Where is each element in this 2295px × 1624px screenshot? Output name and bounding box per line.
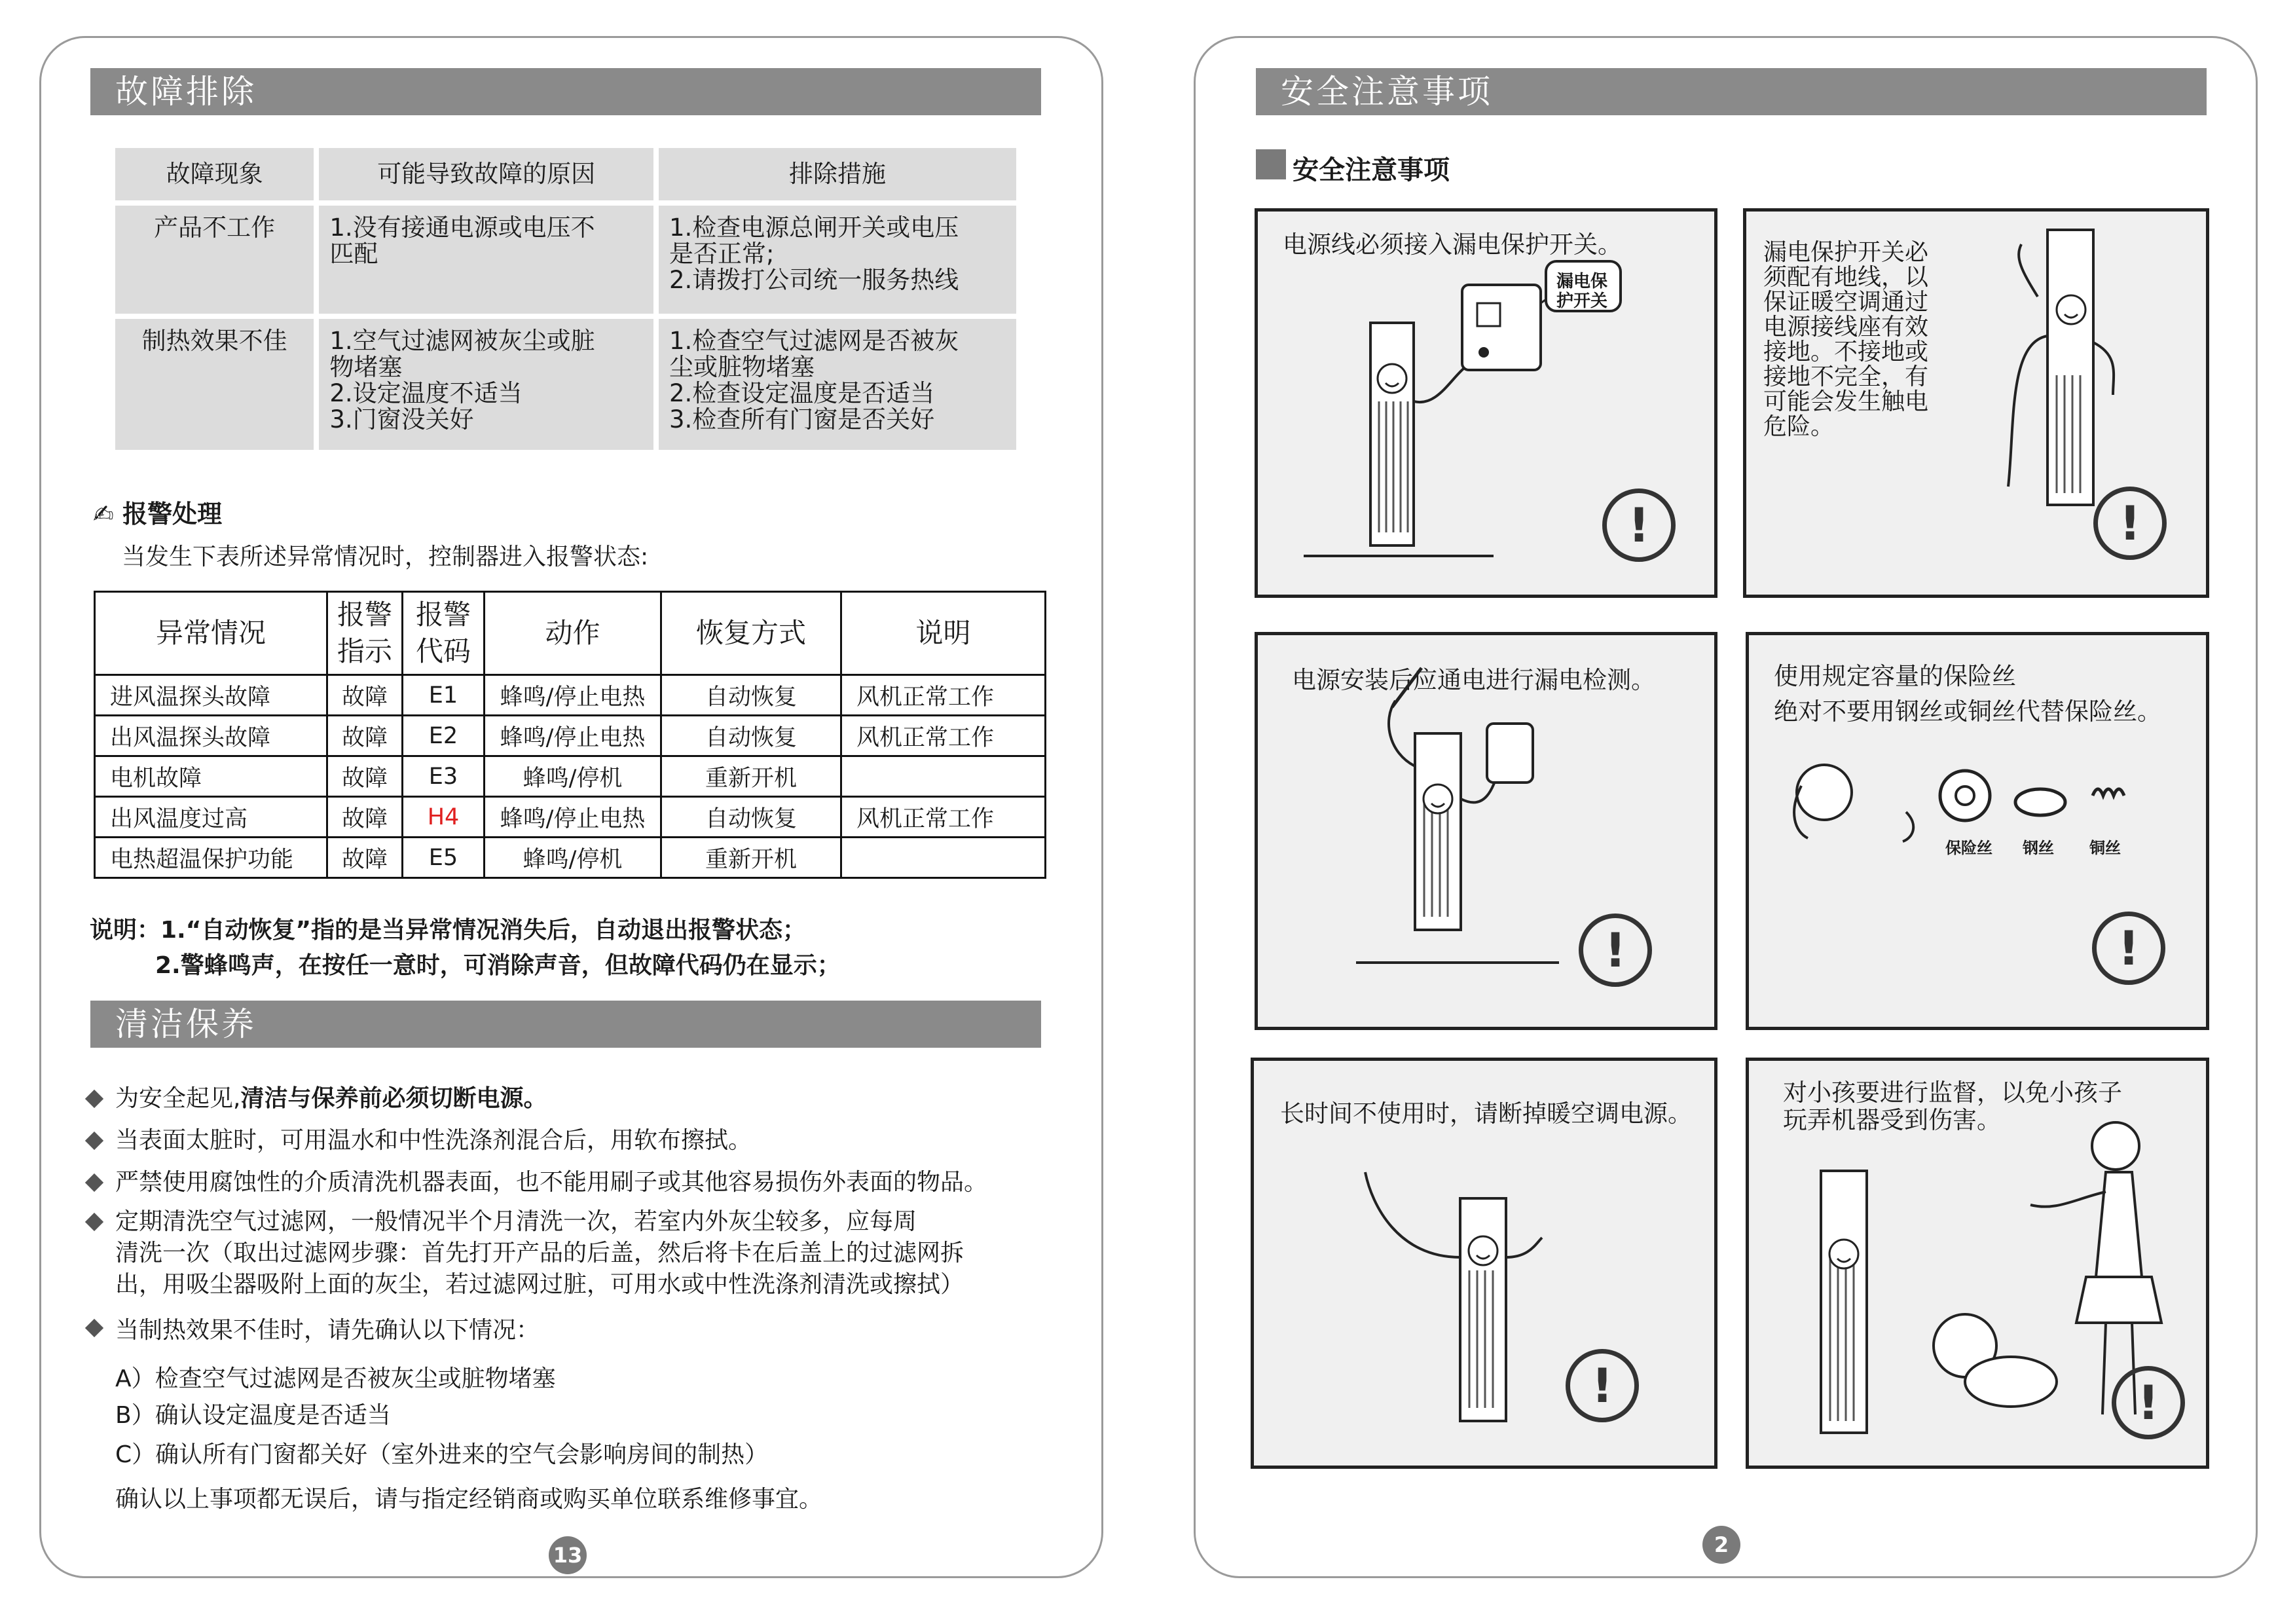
alarm-header-action: 动作 [485, 592, 661, 675]
panel-2-text: 漏电保护开关必 须配有地线，以 保证暖空调通过 电源接线座有效 接地。不接地或 接地不完全，有 可能会发生触电 危险。 [1763, 239, 1929, 440]
fault-symptom-2: 制热效果不佳 [115, 319, 314, 450]
panel-5-text: 长时间不使用时，请断掉暖空调电源。 [1280, 1099, 1692, 1128]
fault-table [110, 143, 1021, 455]
alarm-header-recovery: 恢复方式 [661, 592, 841, 675]
safety-title: 安全注意事项 [1256, 68, 2207, 115]
panel-leakage-test [1255, 632, 1717, 1030]
panel-6-text: 对小孩要进行监督，以免小孩子 玩弄机器受到伤害。 [1783, 1079, 2122, 1134]
alarm-header-indicator: 报警 指示 [327, 592, 403, 675]
fault-fix-2: 1.检查空气过滤网是否被灰 尘或脏物堵塞 2.检查设定温度是否适当 3.检查所有门窗是否关好 [659, 319, 1016, 450]
warning-icon: ! [1566, 1349, 1639, 1422]
heater-test-illustration [1258, 635, 1716, 1028]
cleaning-title: 清洁保养 [90, 1001, 1041, 1048]
fault-symptom-1: 产品不工作 [115, 206, 314, 314]
alarm-intro: 当发生下表所述异常情况时，控制器进入报警状态: [122, 544, 649, 570]
panel-3-text: 电源安装后应通电进行漏电检测。 [1292, 666, 1655, 694]
fault-fix-1: 1.检查电源总闸开关或电压 是否正常; 2.请拨打公司统一服务热线 [659, 206, 1016, 314]
code-h4: H4 [403, 797, 485, 838]
panel-grounding [1743, 208, 2209, 598]
steel-wire-label: 钢丝 [2023, 839, 2054, 857]
alarm-header-condition: 异常情况 [95, 592, 327, 675]
panel-1-text: 电源线必须接入漏电保护开关。 [1283, 231, 1622, 259]
panel-unplug [1251, 1058, 1717, 1469]
fault-header-fix: 排除措施 [659, 148, 1016, 200]
care-final: 确认以上事项都无误后，请与指定经销商或购买单位联系维修事宜。 [115, 1486, 823, 1513]
warning-icon: ! [2092, 912, 2165, 985]
table-row: 出风温探头故障 故障 E2 蜂鸣/停止电热 自动恢复 风机正常工作 [95, 716, 1046, 756]
table-row: 电热超温保护功能 故障 E5 蜂鸣/停机 重新开机 [95, 838, 1046, 878]
care-check-b: B）确认设定温度是否适当 [115, 1402, 391, 1429]
fault-header-symptom: 故障现象 [115, 148, 314, 200]
alarm-table [94, 591, 1046, 879]
warning-icon: ! [1579, 913, 1652, 987]
fault-cause-1: 1.没有接通电源或电压不 匹配 [319, 206, 653, 314]
care-bullet-1: 为安全起见,清洁与保养前必须切断电源。 [115, 1085, 547, 1112]
page-number-right: 2 [1702, 1526, 1740, 1564]
care-bullet-2: 当表面太脏时，可用温水和中性洗涤剂混合后，用软布擦拭。 [115, 1127, 752, 1154]
fault-header-cause: 可能导致故障的原因 [319, 148, 653, 200]
care-check-c: C）确认所有门窗都关好（室外进来的空气会影响房间的制热） [115, 1441, 769, 1468]
heater-unplug-illustration [1254, 1061, 1712, 1467]
table-row: 进风温探头故障 故障 E1 蜂鸣/停止电热 自动恢复 风机正常工作 [95, 675, 1046, 716]
panel-leakage-switch [1255, 208, 1717, 598]
copper-wire-label: 铜丝 [2089, 839, 2121, 857]
warning-icon: ! [2112, 1366, 2185, 1439]
fault-cause-2: 1.空气过滤网被灰尘或脏 物堵塞 2.设定温度不适当 3.门窗没关好 [319, 319, 653, 450]
troubleshooting-title: 故障排除 [90, 68, 1041, 115]
pen-icon: ✍ [93, 500, 114, 528]
alarm-heading: ✍ 报警处理 [93, 500, 223, 528]
subtitle-square-icon [1256, 149, 1286, 179]
warning-icon: ! [1602, 489, 1676, 562]
panel-4-text: 使用规定容量的保险丝 绝对不要用钢丝或铜丝代替保险丝。 [1774, 662, 2161, 726]
table-row: 出风温度过高 故障 H4 蜂鸣/停止电热 自动恢复 风机正常工作 [95, 797, 1046, 838]
care-bullet-5: 当制热效果不佳时，请先确认以下情况： [115, 1317, 540, 1344]
alarm-note-1: 说明：1.“自动恢复”指的是当异常情况消失后，自动退出报警状态； [90, 917, 807, 944]
page-number-left: 13 [549, 1536, 587, 1574]
care-check-a: A）检查空气过滤网是否被灰尘或脏物堵塞 [115, 1365, 556, 1392]
alarm-note-2: 2.警蜂鸣声，在按任一意时，可消除声音，但故障代码仍在显示； [155, 952, 841, 979]
safety-subtitle: 安全注意事项 [1293, 155, 1450, 185]
alarm-header-notes: 说明 [841, 592, 1046, 675]
table-row: 电机故障 故障 E3 蜂鸣/停机 重新开机 [95, 756, 1046, 797]
care-bullet-3: 严禁使用腐蚀性的介质清洗机器表面，也不能用刷子或其他容易损伤外表面的物品。 [115, 1169, 988, 1196]
alarm-header-code: 报警 代码 [403, 592, 485, 675]
fuse-label: 保险丝 [1945, 839, 1992, 857]
warning-icon: ! [2093, 487, 2167, 560]
panel-fuse [1746, 632, 2209, 1030]
leakage-switch-label: 漏电保 护开关 [1556, 272, 1608, 311]
panel-child-safety [1746, 1058, 2209, 1469]
care-bullet-4: 定期清洗空气过滤网，一般情况半个月清洗一次，若室内外灰尘较多，应每周 清洗一次（取出过滤网步骤：首先打开产品的后盖，然后将卡在后盖上的过滤网拆 出，用吸尘器吸附上面的灰尘，若过滤网过脏，可用水或中性洗涤剂清洗或擦拭） [115, 1208, 964, 1298]
